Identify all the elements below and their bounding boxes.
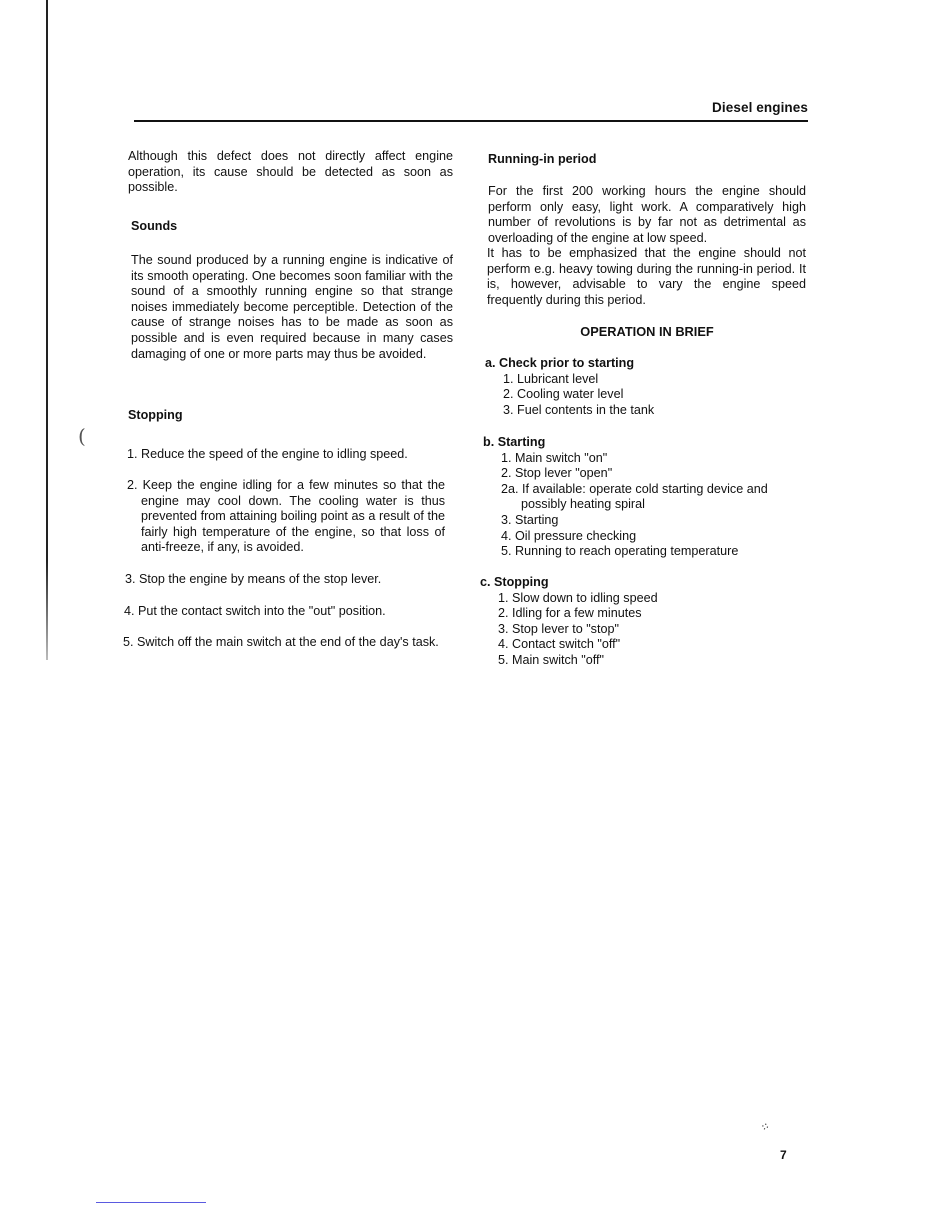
brief-stopping-heading: c. Stopping bbox=[480, 575, 549, 589]
brief-stopping-item-2: 2. Idling for a few minutes bbox=[498, 606, 642, 621]
running-header-title: Diesel engines bbox=[712, 100, 808, 115]
intro-paragraph: Although this defect does not directly affect engine operation, its cause should be detected as soon as possible. bbox=[128, 149, 453, 195]
starting-heading: b. Starting bbox=[483, 435, 546, 449]
brief-stopping-item-3: 3. Stop lever to "stop" bbox=[498, 621, 619, 636]
header-rule bbox=[134, 120, 808, 122]
scan-edge-line bbox=[46, 0, 48, 660]
scan-speck: ⁘ bbox=[758, 1118, 772, 1136]
check-item-1: 1. Lubricant level bbox=[503, 371, 599, 386]
brief-stopping-item-5: 5. Main switch "off" bbox=[498, 652, 605, 667]
starting-item-2a bbox=[483, 482, 808, 513]
starting-item-3: 3. Starting bbox=[501, 512, 559, 527]
starting-list bbox=[483, 435, 808, 560]
stopping-step-2: 2. Keep the engine idling for a few minutes so that the engine may cool down. The cooling water is thus prevented from attaining boiling point as a result of the fairly high temperature of the engine, so that loss of anti-freeze, if any, is avoided. bbox=[127, 478, 445, 555]
check-prior-list bbox=[485, 356, 805, 418]
operation-in-brief-heading: OPERATION IN BRIEF bbox=[580, 324, 714, 339]
starting-item-1: 1. Main switch "on" bbox=[501, 450, 608, 465]
stopping-step-1: 1. Reduce the speed of the engine to idling speed. bbox=[127, 447, 408, 461]
stopping-heading: Stopping bbox=[128, 408, 183, 422]
stopping-step-5: 5. Switch off the main switch at the end of the day's task. bbox=[123, 635, 439, 649]
starting-item-5: 5. Running to reach operating temperature bbox=[501, 544, 739, 559]
starting-item-4: 4. Oil pressure checking bbox=[501, 528, 637, 543]
scan-blue-line bbox=[96, 1202, 206, 1203]
sounds-heading: Sounds bbox=[131, 219, 178, 233]
scan-mark: ( bbox=[78, 424, 86, 448]
brief-stopping-list bbox=[480, 575, 780, 669]
running-in-paragraph-2: It has to be emphasized that the engine should not perform e.g. heavy towing during the running-in period. It is, however, advisable to vary the engine speed frequently during this period. bbox=[487, 246, 806, 307]
running-in-heading: Running-in period bbox=[488, 152, 597, 166]
running-in-paragraph-1: For the first 200 working hours the engine should perform only easy, light work. A comparatively high number of revolutions is by far not as detrimental as overloading of the engine at low speed. bbox=[488, 184, 806, 245]
stopping-step-3: 3. Stop the engine by means of the stop lever. bbox=[125, 572, 382, 586]
page-number: 7 bbox=[780, 1148, 787, 1162]
check-item-2: 2. Cooling water level bbox=[503, 387, 624, 402]
brief-stopping-item-1: 1. Slow down to idling speed bbox=[498, 590, 658, 605]
starting-item-2: 2. Stop lever "open" bbox=[501, 466, 613, 481]
sounds-paragraph: The sound produced by a running engine is indicative of its smooth operating. One becomes soon familiar with the sound of a smoothly running engine so that strange noises immediately become perceptible. Detection of the cause of strange noises has to be made as soon as possible and is even required because in many cases damaging of one or more parts may thus be avoided. bbox=[131, 253, 453, 361]
starting-item-2a-line-2: possibly heating spiral bbox=[521, 497, 645, 512]
starting-item-2a-line-1: 2a. If available: operate cold starting device and bbox=[501, 481, 768, 496]
check-item-3: 3. Fuel contents in the tank bbox=[503, 402, 655, 417]
check-prior-heading: a. Check prior to starting bbox=[485, 356, 635, 370]
brief-stopping-item-4: 4. Contact switch "off" bbox=[498, 637, 621, 652]
stopping-step-4: 4. Put the contact switch into the "out" position. bbox=[124, 604, 386, 618]
